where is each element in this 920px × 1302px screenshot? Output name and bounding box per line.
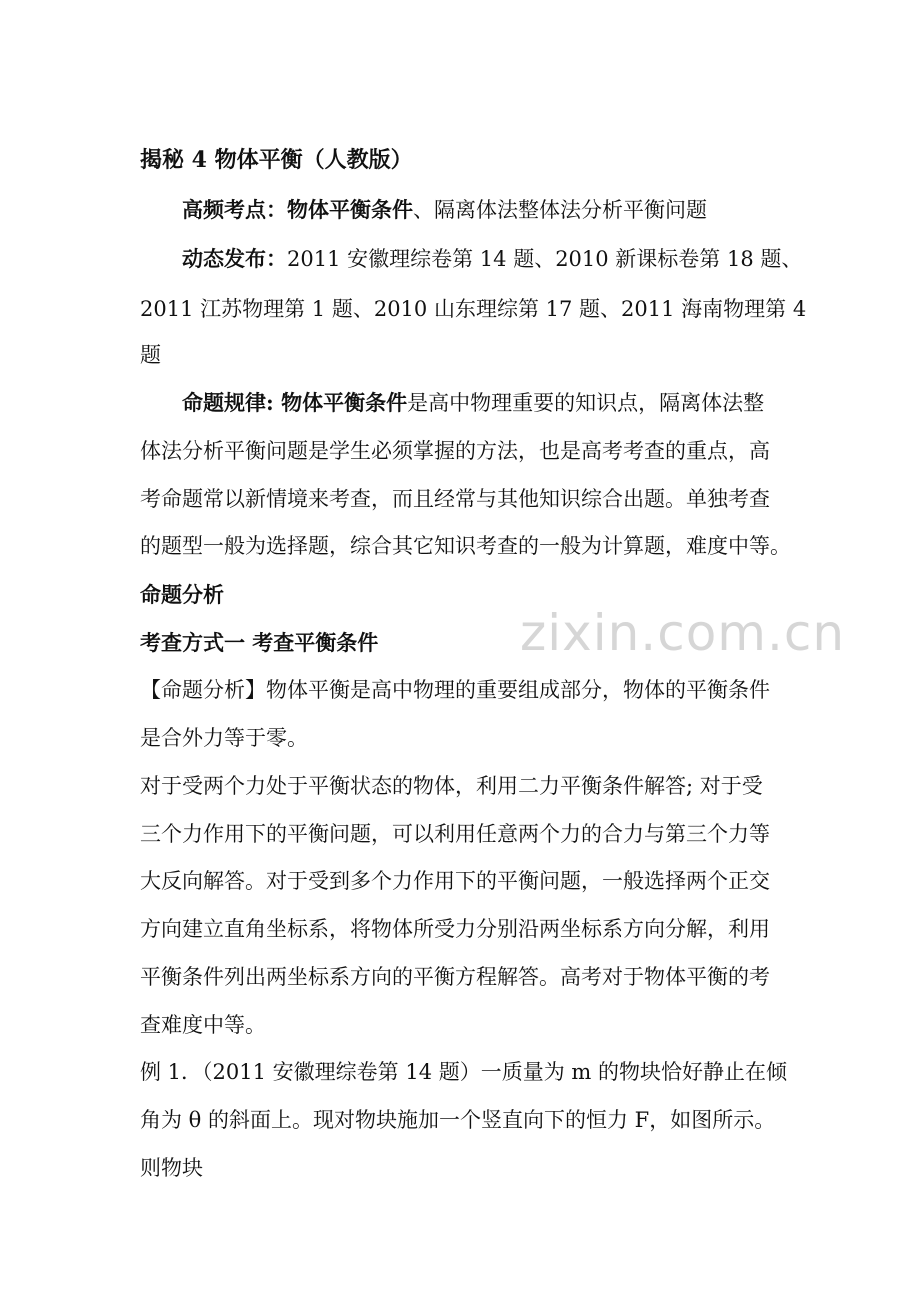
- dynamic-label: 动态发布：: [182, 246, 287, 271]
- paragraph-line-5: 平衡条件列出两坐标系方向的平衡方程解答。高考对于物体平衡的考: [140, 965, 770, 989]
- paragraph-line-4: 方向建立直角坐标系，将物体所受力分别沿两坐标系方向分解，利用: [140, 917, 770, 941]
- example-line-1: 例 1．（2011 安徽理综卷第 14 题）一质量为 m 的物块恰好静止在倾: [140, 1060, 787, 1084]
- rule-line-2: 体法分析平衡问题是学生必须掌握的方法，也是高考考查的重点，高: [140, 439, 770, 463]
- dynamic-line-2: 2011 江苏物理第 1 题、2010 山东理综第 17 题、2011 海南物理第 4: [140, 297, 807, 321]
- dynamic-line-3: 题: [140, 343, 161, 367]
- hot-points-bold: 物体平衡条件: [287, 197, 413, 222]
- rule-label: 命题规律:: [182, 390, 274, 415]
- paragraph-line-3: 大反向解答。对于受到多个力作用下的平衡问题，一般选择两个正交: [140, 869, 770, 893]
- paragraph-line-1: 对于受两个力处于平衡状态的物体，利用二力平衡条件解答; 对于受: [140, 774, 763, 798]
- rule-line-3: 考命题常以新情境来考查，而且经常与其他知识综合出题。单独考查: [140, 487, 770, 511]
- rule-bold: 物体平衡条件: [273, 390, 408, 415]
- dynamic-text-1: 2011 安徽理综卷第 14 题、2010 新课标卷第 18 题、: [287, 247, 803, 271]
- paragraph-line-2: 三个力作用下的平衡问题，可以利用任意两个力的合力与第三个力等: [140, 822, 770, 846]
- hot-points-line: [182, 197, 707, 223]
- rule-rest: 是高中物理重要的知识点，隔离体法整: [407, 391, 765, 415]
- example-line-2: 角为 θ 的斜面上。现对物块施加一个竖直向下的恒力 F，如图所示。: [140, 1108, 776, 1132]
- method-heading: 考查方式一 考查平衡条件: [140, 630, 379, 655]
- paragraph-line-6: 查难度中等。: [140, 1013, 266, 1037]
- hot-points-rest: 、隔离体法整体法分析平衡问题: [413, 198, 707, 222]
- doc-title: 揭秘 4 物体平衡（人教版）: [140, 147, 413, 173]
- analysis-line-1: 【命题分析】物体平衡是高中物理的重要组成部分，物体的平衡条件: [140, 678, 770, 702]
- rule-line-4: 的题型一般为选择题，综合其它知识考查的一般为计算题，难度中等。: [140, 534, 791, 558]
- dynamic-line-1: [182, 246, 802, 272]
- analysis-line-2: 是合外力等于零。: [140, 726, 308, 750]
- watermark: zixin.com.cn: [520, 604, 846, 662]
- example-line-3: 则物块: [140, 1156, 203, 1180]
- hot-points-label: 高频考点：: [182, 197, 287, 222]
- rule-line-1: [182, 390, 764, 416]
- section-heading: 命题分析: [140, 582, 224, 607]
